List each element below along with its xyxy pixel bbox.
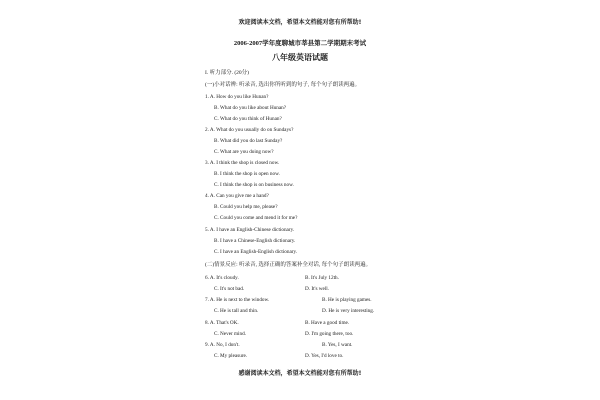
- question-8-option-d: D. I'm going there, too.: [305, 331, 354, 337]
- question-2-option-a: 2. A. What do you usually do on Sundays?: [205, 127, 294, 133]
- question-6-option-d: D. It's well.: [305, 286, 329, 292]
- question-4-option-c: C. Could you come and mend it for me?: [214, 215, 298, 221]
- question-2-option-b: B. What did you do last Sunday?: [214, 138, 283, 144]
- question-7-option-c: C. He is tall and thin.: [214, 308, 259, 314]
- section-listening: I. 听力部分. (20分): [205, 70, 249, 76]
- question-7-option-b: B. He is playing games.: [322, 297, 372, 303]
- question-4-option-a: 4. A. Can you give me a hand?: [205, 193, 269, 199]
- question-1-option-a: 1. A. How do you like Hunan?: [205, 94, 269, 100]
- question-5-option-c: C. I have an English-English dictionary.: [214, 249, 298, 255]
- question-8-option-a: 8. A. That's OK.: [205, 320, 239, 326]
- question-5-option-a: 5. A. I have an English-Chinese dictionary.: [205, 227, 295, 233]
- question-1-option-b: B. What do you like about Hunan?: [214, 105, 287, 111]
- question-9-option-a: 9. A. No, I don't.: [205, 342, 240, 348]
- question-9-option-d: D. Yes, I'd love to.: [305, 353, 344, 359]
- question-9-option-c: C. My pleasure.: [214, 353, 248, 359]
- exam-subtitle: 八年级英语试题: [272, 53, 328, 62]
- question-5-option-b: B. I have a Chinese-English dictionary.: [214, 238, 296, 244]
- question-9-option-b: B. Yes, I want.: [322, 342, 353, 348]
- header-note: 欢迎阅读本文档，希望本文档能对您有所帮助!: [238, 19, 362, 26]
- question-8-option-b: B. Have a good time.: [305, 320, 350, 326]
- question-7-option-a: 7. A. He is next to the window.: [205, 297, 270, 303]
- question-3-option-c: C. I think the shop is on business now.: [214, 182, 294, 188]
- question-1-option-c: C. What do you think of Hunan?: [214, 116, 282, 122]
- question-7-option-d: D. He is very interesting.: [322, 308, 375, 314]
- question-6-option-c: C. It's not bad.: [214, 286, 245, 292]
- question-4-option-b: B. Could you help me, please?: [214, 204, 278, 210]
- question-6-option-b: B. It's July 12th.: [305, 275, 339, 281]
- question-6-option-a: 6. A. It's cloudy.: [205, 275, 239, 281]
- question-3-option-a: 3. A. I think the shop is closed now.: [205, 160, 280, 166]
- exam-title: 2006-2007学年度聊城市莘县第二学期期末考试: [233, 40, 367, 47]
- question-8-option-c: C. Never mind.: [214, 331, 246, 337]
- part2-instructions: (二)情景反应: 听录音, 选择正确的答案补全对话, 每个句子朗读两遍。: [205, 262, 372, 268]
- footer-note: 感谢阅读本文档，希望本文档能对您有所帮助!: [238, 370, 362, 377]
- question-3-option-b: B. I think the shop is open now.: [214, 171, 280, 177]
- part1-instructions: (一)小对话辨: 听录音, 选出你所听到的句子, 每个句子朗读两遍。: [205, 82, 361, 88]
- question-2-option-c: C. What are you doing now?: [214, 149, 274, 155]
